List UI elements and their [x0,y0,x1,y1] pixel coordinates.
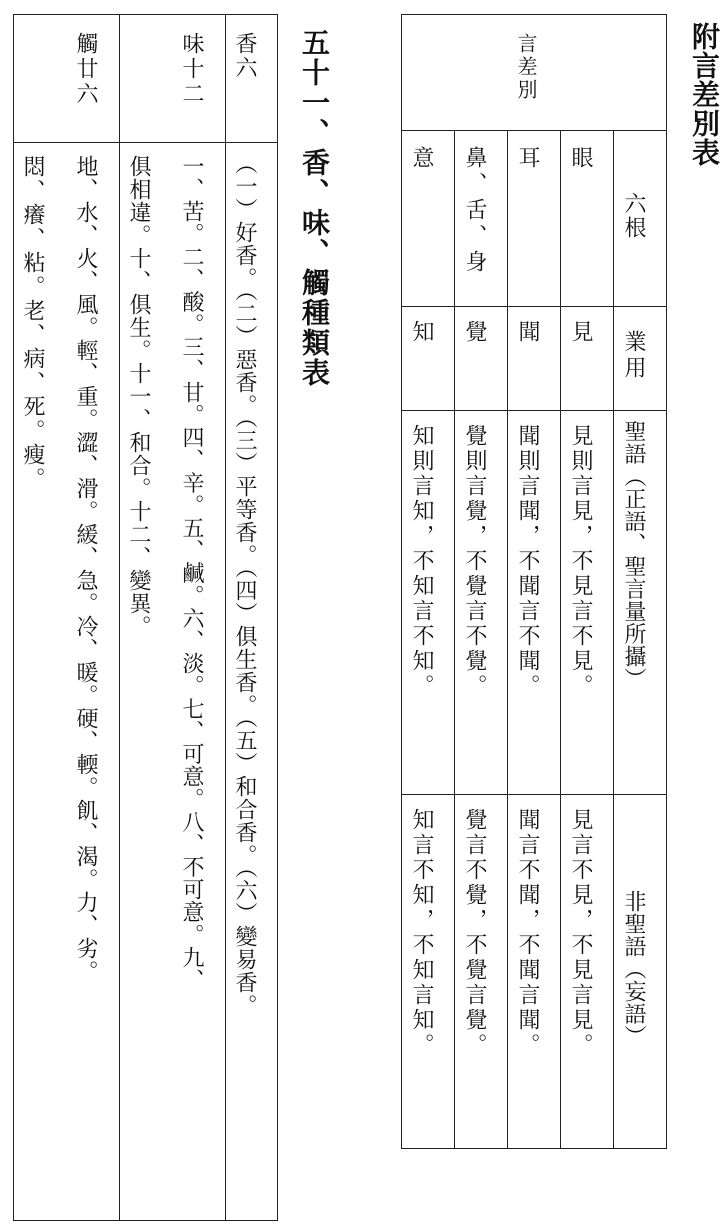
func-ear: 聞 [515,320,540,342]
holy-nose-tongue-body: 覺則言覺，不覺言不覺。 [462,424,487,699]
func-eye: 見 [568,320,593,342]
nonholy-nose-tongue-body: 覺言不覺，不覺言覺。 [462,808,487,1058]
root-eye: 眼 [568,146,593,168]
root-ear: 耳 [515,146,540,168]
holy-ear: 聞則言聞，不聞言不聞。 [515,424,540,699]
appendix-title: 附言差別表 [688,22,721,167]
section-title: 五十一、香、味、觸種類表 [298,28,331,388]
holy-mind: 知則言知，不知言不知。 [409,424,434,699]
col-header-six-roots: 六根 [621,192,646,240]
func-nose-tongue-body: 覺 [462,320,487,342]
taste-row-name: 味十二 [179,32,204,107]
touch-row-content-2: 悶、癢、粘。老、病、死。瘦。 [20,155,45,491]
taste-row-content-1: 一、苦。二、酸。三、甘。四、辛。五、鹹。六、淡。七、可意。八、不可意。九、 [179,155,204,992]
scent-row-name: 香六 [232,32,257,80]
nonholy-ear: 聞言不聞，不聞言聞。 [515,808,540,1058]
taste-row-content-2: 俱相違。十、俱生。十一、和合。十二、變異。 [126,155,151,638]
holy-eye: 見則言見，不見言不見。 [568,424,593,699]
nonholy-eye: 見言不見，不見言見。 [568,808,593,1058]
col-header-holy: 聖語（正語、聖言量所攝） [621,420,646,690]
col-header-function: 業用 [621,330,646,382]
root-nose-tongue-body: 鼻、舌、身 [462,146,487,276]
col-header-non-holy: 非聖語（妄語） [621,890,646,1048]
root-mind: 意 [409,146,434,168]
func-mind: 知 [409,320,434,342]
nonholy-mind: 知言不知，不知言知。 [409,808,434,1058]
touch-row-name: 觸廿六 [73,32,98,107]
scent-row-content: （一）好香。（二）惡香。（三）平等香。（四）俱生香。（五）和合香。（六）變易香。 [232,152,257,1017]
right-table-header: 言差別 [514,33,538,102]
touch-row-content-1: 地、水、火、風。輕、重。澀、滑。緩、急。冷、暖。硬、輭。飢、渴。力、劣。 [73,155,98,983]
